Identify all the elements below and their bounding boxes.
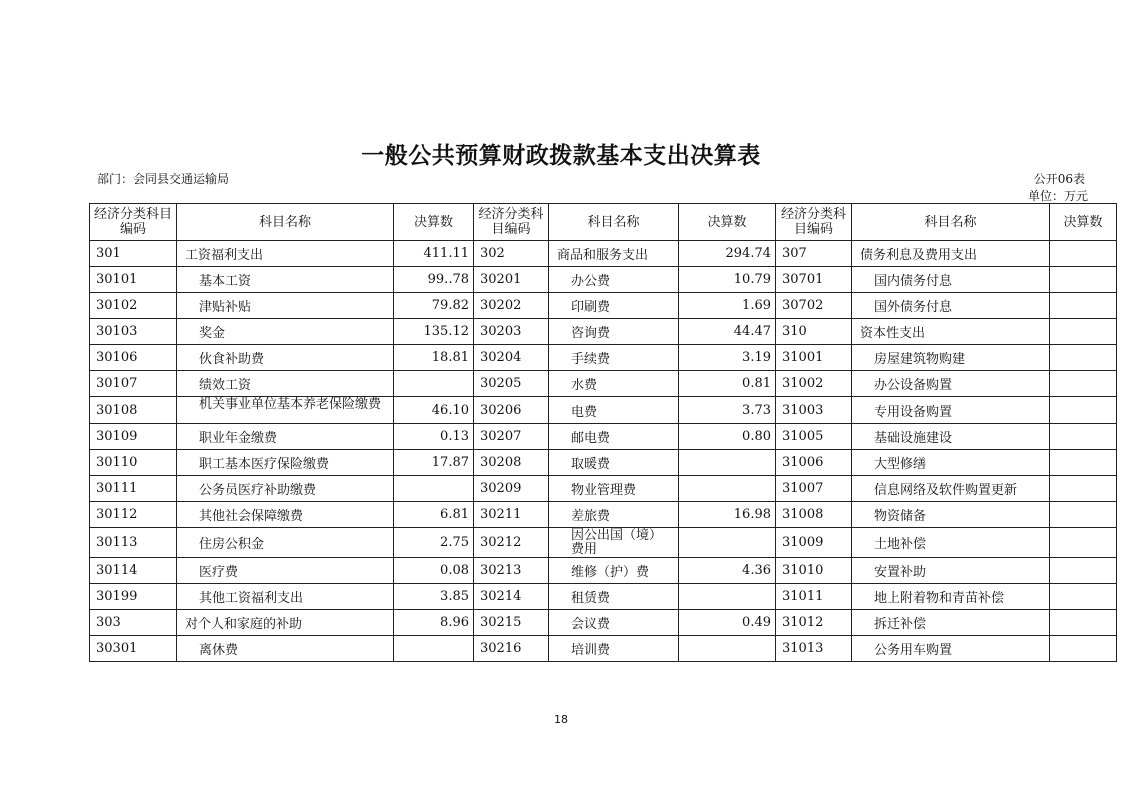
- subject-name-cell: 工资福利支出: [177, 241, 394, 267]
- subject-name-cell: 维修（护）费: [549, 558, 679, 584]
- page-title: 一般公共预算财政拨款基本支出决算表: [361, 142, 761, 169]
- amount-cell: [1050, 241, 1117, 267]
- econ-code-cell: 31003: [776, 397, 852, 424]
- subject-name-cell: 咨询费: [549, 319, 679, 345]
- subject-name-cell: 取暖费: [549, 450, 679, 476]
- subject-name-cell: 津贴补贴: [177, 293, 394, 319]
- econ-code-cell: 30206: [474, 397, 549, 424]
- amount-cell: 17.87: [394, 450, 474, 476]
- econ-code-cell: 30213: [474, 558, 549, 584]
- econ-code-cell: 31002: [776, 371, 852, 397]
- header-cell: 经济分类科目编码: [776, 204, 852, 241]
- amount-cell: 0.81: [679, 371, 776, 397]
- econ-code-cell: 30203: [474, 319, 549, 345]
- econ-code-cell: 30102: [90, 293, 177, 319]
- subject-name-cell: 租赁费: [549, 584, 679, 610]
- econ-code-cell: 31012: [776, 610, 852, 636]
- econ-code-cell: 30109: [90, 424, 177, 450]
- subject-name-cell: 水费: [549, 371, 679, 397]
- subject-name-cell: 办公设备购置: [852, 371, 1050, 397]
- table-row: [90, 319, 1117, 345]
- amount-cell: 135.12: [394, 319, 474, 345]
- econ-code-cell: 31007: [776, 476, 852, 502]
- amount-cell: [1050, 584, 1117, 610]
- header-cell: 决算数: [1050, 204, 1117, 241]
- econ-code-cell: 30702: [776, 293, 852, 319]
- subject-name-cell: 物业管理费: [549, 476, 679, 502]
- econ-code-cell: 31005: [776, 424, 852, 450]
- econ-code-cell: 31008: [776, 502, 852, 528]
- econ-code-cell: 31001: [776, 345, 852, 371]
- subject-name-cell: 商品和服务支出: [549, 241, 679, 267]
- econ-code-cell: 30108: [90, 397, 177, 424]
- subject-name-cell: 住房公积金: [177, 528, 394, 558]
- subject-name-cell: 办公费: [549, 267, 679, 293]
- subject-name-cell: 离休费: [177, 636, 394, 662]
- amount-cell: 3.73: [679, 397, 776, 424]
- table-row: [90, 241, 1117, 267]
- amount-cell: 99..78: [394, 267, 474, 293]
- subject-name-cell: 对个人和家庭的补助: [177, 610, 394, 636]
- subject-name-cell: 职业年金缴费: [177, 424, 394, 450]
- econ-code-cell: 30106: [90, 345, 177, 371]
- amount-cell: [1050, 610, 1117, 636]
- table-row: [90, 528, 1117, 558]
- econ-code-cell: 30214: [474, 584, 549, 610]
- subject-name-cell: 伙食补助费: [177, 345, 394, 371]
- table-row: [90, 371, 1117, 397]
- department-label: 部门：会同县交通运输局: [97, 172, 230, 186]
- subject-name-cell: 安置补助: [852, 558, 1050, 584]
- subject-name-cell: 其他工资福利支出: [177, 584, 394, 610]
- amount-cell: 8.96: [394, 610, 474, 636]
- econ-code-cell: 30112: [90, 502, 177, 528]
- amount-cell: [1050, 636, 1117, 662]
- amount-cell: 294.74: [679, 241, 776, 267]
- subject-name-cell: 公务用车购置: [852, 636, 1050, 662]
- table-row: [90, 636, 1117, 662]
- subject-name-cell: 公务员医疗补助缴费: [177, 476, 394, 502]
- table-row: [90, 558, 1117, 584]
- header-cell: 科目名称: [549, 204, 679, 241]
- econ-code-cell: 30101: [90, 267, 177, 293]
- header-cell: 经济分类科目编码: [90, 204, 177, 241]
- amount-cell: [1050, 528, 1117, 558]
- econ-code-cell: 30110: [90, 450, 177, 476]
- amount-cell: 16.98: [679, 502, 776, 528]
- amount-cell: [394, 476, 474, 502]
- amount-cell: 0.80: [679, 424, 776, 450]
- subject-name-cell: 机关事业单位基本养老保险缴费: [177, 397, 394, 424]
- amount-cell: [1050, 267, 1117, 293]
- amount-cell: [1050, 558, 1117, 584]
- econ-code-cell: 30209: [474, 476, 549, 502]
- amount-cell: [679, 584, 776, 610]
- amount-cell: 0.08: [394, 558, 474, 584]
- subject-name-cell: 邮电费: [549, 424, 679, 450]
- subject-name-cell: 信息网络及软件购置更新: [852, 476, 1050, 502]
- econ-code-cell: 30216: [474, 636, 549, 662]
- econ-code-cell: 30204: [474, 345, 549, 371]
- econ-code-cell: 30107: [90, 371, 177, 397]
- subject-name-cell: 手续费: [549, 345, 679, 371]
- amount-cell: [679, 528, 776, 558]
- page-number: 18: [554, 713, 568, 726]
- econ-code-cell: 30202: [474, 293, 549, 319]
- subject-name-cell: 印刷费: [549, 293, 679, 319]
- table-row: [90, 450, 1117, 476]
- econ-code-cell: 30211: [474, 502, 549, 528]
- header-cell: 科目名称: [177, 204, 394, 241]
- subject-name-cell: 绩效工资: [177, 371, 394, 397]
- amount-cell: [1050, 424, 1117, 450]
- subject-name-cell: 职工基本医疗保险缴费: [177, 450, 394, 476]
- amount-cell: [679, 450, 776, 476]
- subject-name-cell: 地上附着物和青苗补偿: [852, 584, 1050, 610]
- amount-cell: 79.82: [394, 293, 474, 319]
- subject-name-cell: 奖金: [177, 319, 394, 345]
- amount-cell: 0.13: [394, 424, 474, 450]
- amount-cell: 411.11: [394, 241, 474, 267]
- amount-cell: 18.81: [394, 345, 474, 371]
- econ-code-cell: 310: [776, 319, 852, 345]
- amount-cell: 10.79: [679, 267, 776, 293]
- econ-code-cell: 30208: [474, 450, 549, 476]
- econ-code-cell: 303: [90, 610, 177, 636]
- econ-code-cell: 302: [474, 241, 549, 267]
- subject-name-cell: 房屋建筑物购建: [852, 345, 1050, 371]
- amount-cell: [1050, 502, 1117, 528]
- subject-name-cell: 债务利息及费用支出: [852, 241, 1050, 267]
- subject-name-cell: 基础设施建设: [852, 424, 1050, 450]
- econ-code-cell: 30111: [90, 476, 177, 502]
- header-cell: 决算数: [679, 204, 776, 241]
- subject-name-cell: 专用设备购置: [852, 397, 1050, 424]
- subject-name-cell: 培训费: [549, 636, 679, 662]
- amount-cell: 2.75: [394, 528, 474, 558]
- amount-cell: [394, 371, 474, 397]
- econ-code-cell: 30199: [90, 584, 177, 610]
- amount-cell: [1050, 345, 1117, 371]
- subject-name-cell: 大型修缮: [852, 450, 1050, 476]
- table-row: [90, 267, 1117, 293]
- amount-cell: 3.85: [394, 584, 474, 610]
- amount-cell: [1050, 319, 1117, 345]
- table-row: [90, 584, 1117, 610]
- header-cell: 科目名称: [852, 204, 1050, 241]
- subject-name-cell: 基本工资: [177, 267, 394, 293]
- subject-name-cell: 国外债务付息: [852, 293, 1050, 319]
- econ-code-cell: 30205: [474, 371, 549, 397]
- table-row: [90, 293, 1117, 319]
- subject-name-cell: 其他社会保障缴费: [177, 502, 394, 528]
- subject-name-cell: 医疗费: [177, 558, 394, 584]
- unit-label: 单位：万元: [1027, 189, 1088, 203]
- subject-name-cell: 拆迁补偿: [852, 610, 1050, 636]
- table-row: [90, 610, 1117, 636]
- table-row: [90, 476, 1117, 502]
- econ-code-cell: 30201: [474, 267, 549, 293]
- amount-cell: 3.19: [679, 345, 776, 371]
- form-number: 公开06表: [1033, 172, 1085, 186]
- econ-code-cell: 31009: [776, 528, 852, 558]
- amount-cell: 46.10: [394, 397, 474, 424]
- econ-code-cell: 30113: [90, 528, 177, 558]
- table-row: [90, 345, 1117, 371]
- amount-cell: 44.47: [679, 319, 776, 345]
- amount-cell: [394, 636, 474, 662]
- subject-name-cell: 因公出国（境）费用: [549, 528, 679, 558]
- subject-name-cell: 物资储备: [852, 502, 1050, 528]
- header-cell: 经济分类科目编码: [474, 204, 549, 241]
- econ-code-cell: 30103: [90, 319, 177, 345]
- header-cell: 决算数: [394, 204, 474, 241]
- subject-name-cell: 会议费: [549, 610, 679, 636]
- amount-cell: [679, 636, 776, 662]
- econ-code-cell: 31006: [776, 450, 852, 476]
- amount-cell: [1050, 293, 1117, 319]
- amount-cell: 0.49: [679, 610, 776, 636]
- econ-code-cell: 30212: [474, 528, 549, 558]
- amount-cell: [1050, 397, 1117, 424]
- table-row: [90, 502, 1117, 528]
- table-row: [90, 397, 1117, 424]
- amount-cell: 6.81: [394, 502, 474, 528]
- expenditure-table: [89, 203, 1117, 662]
- amount-cell: [1050, 476, 1117, 502]
- econ-code-cell: 30701: [776, 267, 852, 293]
- subject-name-cell: 国内债务付息: [852, 267, 1050, 293]
- econ-code-cell: 307: [776, 241, 852, 267]
- amount-cell: [1050, 450, 1117, 476]
- subject-name-cell: 差旅费: [549, 502, 679, 528]
- amount-cell: [1050, 371, 1117, 397]
- econ-code-cell: 31010: [776, 558, 852, 584]
- econ-code-cell: 30114: [90, 558, 177, 584]
- amount-cell: [679, 476, 776, 502]
- subject-name-cell: 电费: [549, 397, 679, 424]
- econ-code-cell: 31011: [776, 584, 852, 610]
- econ-code-cell: 30301: [90, 636, 177, 662]
- econ-code-cell: 30207: [474, 424, 549, 450]
- econ-code-cell: 31013: [776, 636, 852, 662]
- subject-name-cell: 资本性支出: [852, 319, 1050, 345]
- econ-code-cell: 30215: [474, 610, 549, 636]
- econ-code-cell: 301: [90, 241, 177, 267]
- amount-cell: 1.69: [679, 293, 776, 319]
- subject-name-cell: 土地补偿: [852, 528, 1050, 558]
- table-header-row: [90, 204, 1117, 241]
- amount-cell: 4.36: [679, 558, 776, 584]
- table-row: [90, 424, 1117, 450]
